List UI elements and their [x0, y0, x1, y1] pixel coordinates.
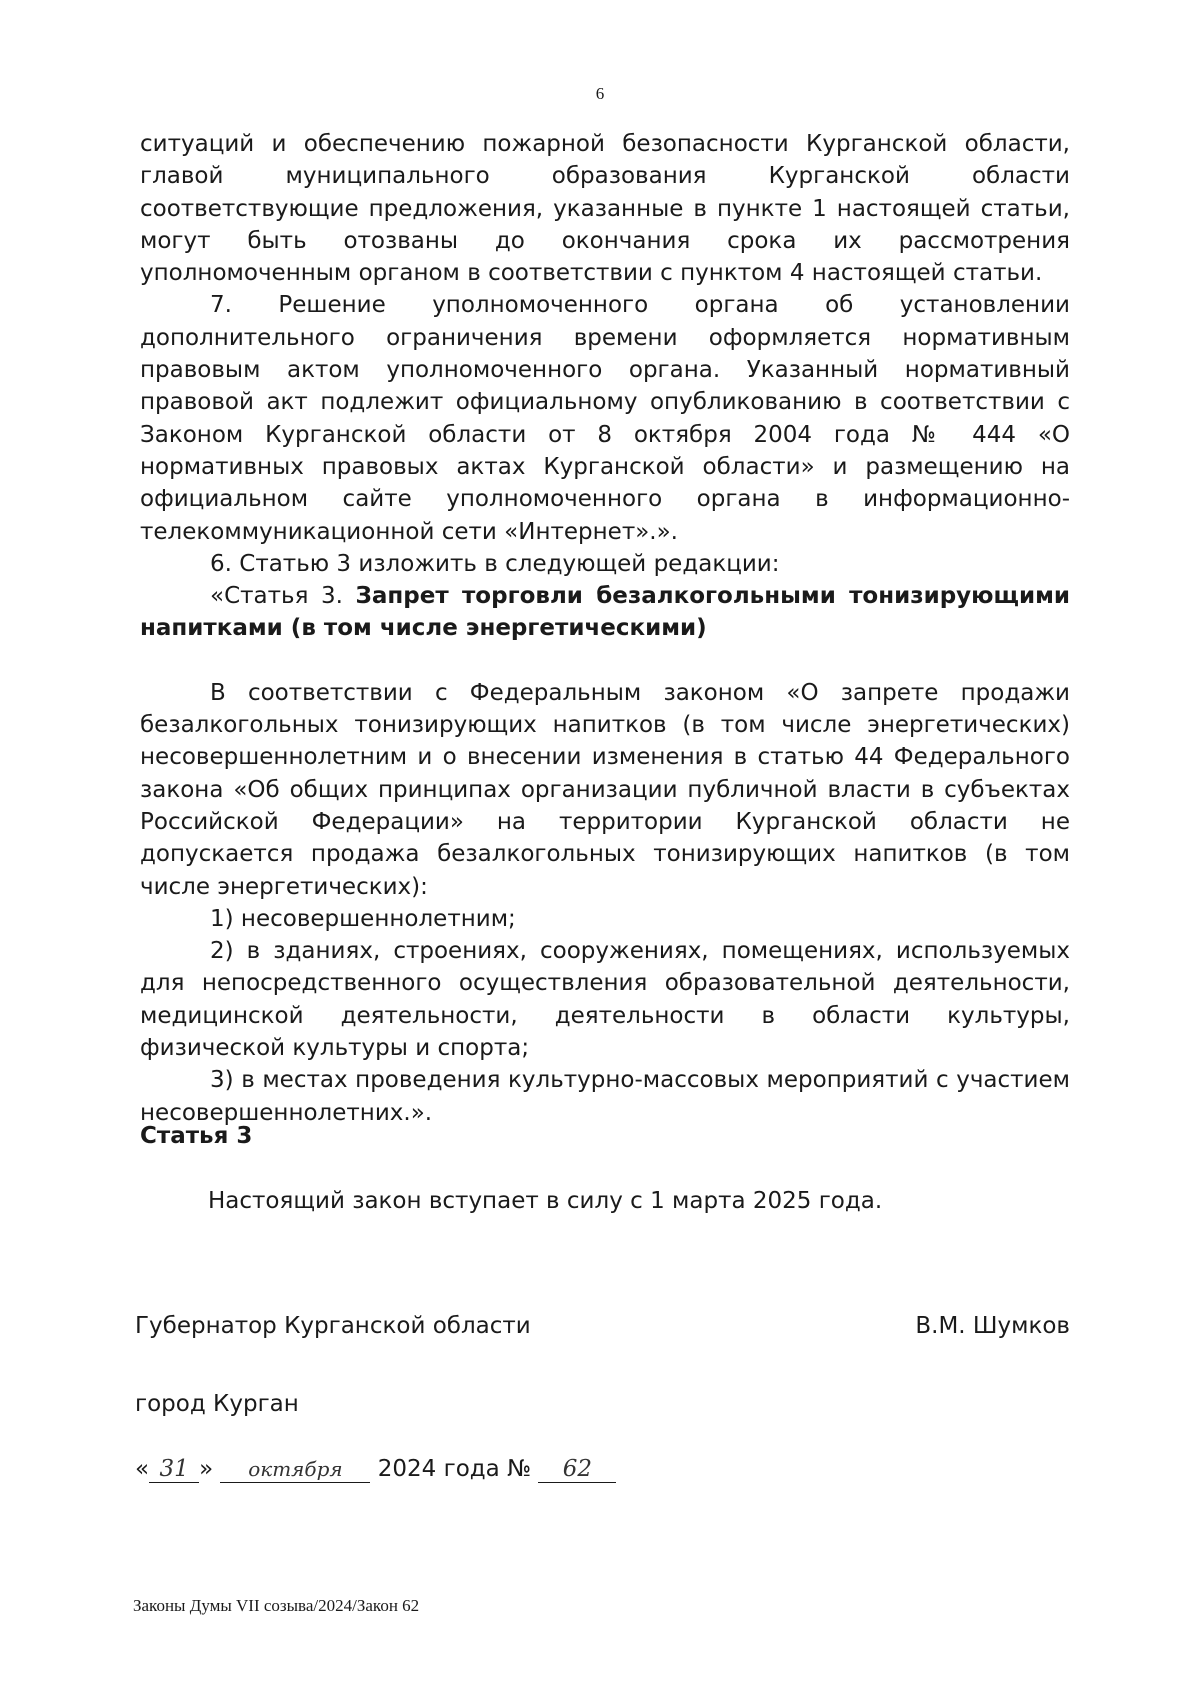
effective-date-text: Настоящий закон вступает в силу с 1 марта 2025 года. — [208, 1188, 883, 1214]
list-item-3: 3) в местах проведения культурно-массовых мероприятий с участием несовершеннолетних.». — [140, 1067, 1070, 1126]
open-quote: « — [135, 1456, 150, 1482]
paragraph-item-6: 6. Статью 3 изложить в следующей редакции: — [210, 550, 780, 577]
list-item-1: 1) несовершеннолетним; — [210, 905, 516, 932]
article-heading: Статья 3 — [140, 1123, 253, 1149]
paragraph-prohibition: В соответствии с Федеральным законом «О запрете продажи безалкогольных тонизирующих напитков (в том числе энергетических) несовершеннолетним и о внесении изменения в статью 44 Федерального закона «Об общих принципах организации публичной власти в субъектах Российской Федерации» на территории Курганской области не допускается продажа безалкогольных тонизирующих напитков (в том числе энергетических): — [140, 679, 1070, 900]
handwritten-month: октября — [220, 1456, 370, 1483]
page-number: 6 — [595, 84, 605, 103]
signer-title: Губернатор Курганской области — [135, 1313, 531, 1339]
article-3-title: Запрет торговли безалкогольными тонизирующими напитками (в том числе энергетическими) — [140, 583, 1070, 642]
signer-name: В.М. Шумков — [915, 1313, 1070, 1339]
article-3-prefix: «Статья 3. — [210, 583, 356, 610]
year-text: 2024 года № — [377, 1456, 532, 1482]
handwritten-number: 62 — [538, 1456, 616, 1483]
paragraph-continuation: ситуаций и обеспечению пожарной безопасности Курганской области, главой муниципального образования Курганской области соответствующие предложения, указанные в пункте 1 настоящей статьи, могут быть отозваны до окончания срока их рассмотрения уполномоченным органом в соответствии с пунктом 4 настоящей статьи. — [140, 131, 1070, 287]
city: город Курган — [135, 1391, 299, 1417]
footer-path: Законы Думы VII созыва/2024/Закон 62 — [133, 1596, 420, 1615]
date-line — [135, 1456, 616, 1483]
article-3-title-line — [140, 580, 1070, 645]
paragraph-item-7: 7. Решение уполномоченного органа об установлении дополнительного ограничения времени оформляется нормативным правовым актом уполномоченного органа. Указанный нормативный правовой акт подлежит официальному опубликованию в соответствии с Законом Курганской области от 8 октября 2004 года № 444 «О нормативных правовых актах Курганской области» и размещению на официальном сайте уполномоченного органа в информационно-телекоммуникационной сети «Интернет».». — [140, 292, 1070, 545]
document-body — [140, 128, 1070, 1129]
list-item-2: 2) в зданиях, строениях, сооружениях, помещениях, используемых для непосредственного осуществления образовательной деятельности, медицинской деятельности, деятельности в области культуры, физической культуры и спорта; — [140, 938, 1070, 1062]
handwritten-day: 31 — [149, 1456, 199, 1483]
close-quote: » — [199, 1456, 214, 1482]
